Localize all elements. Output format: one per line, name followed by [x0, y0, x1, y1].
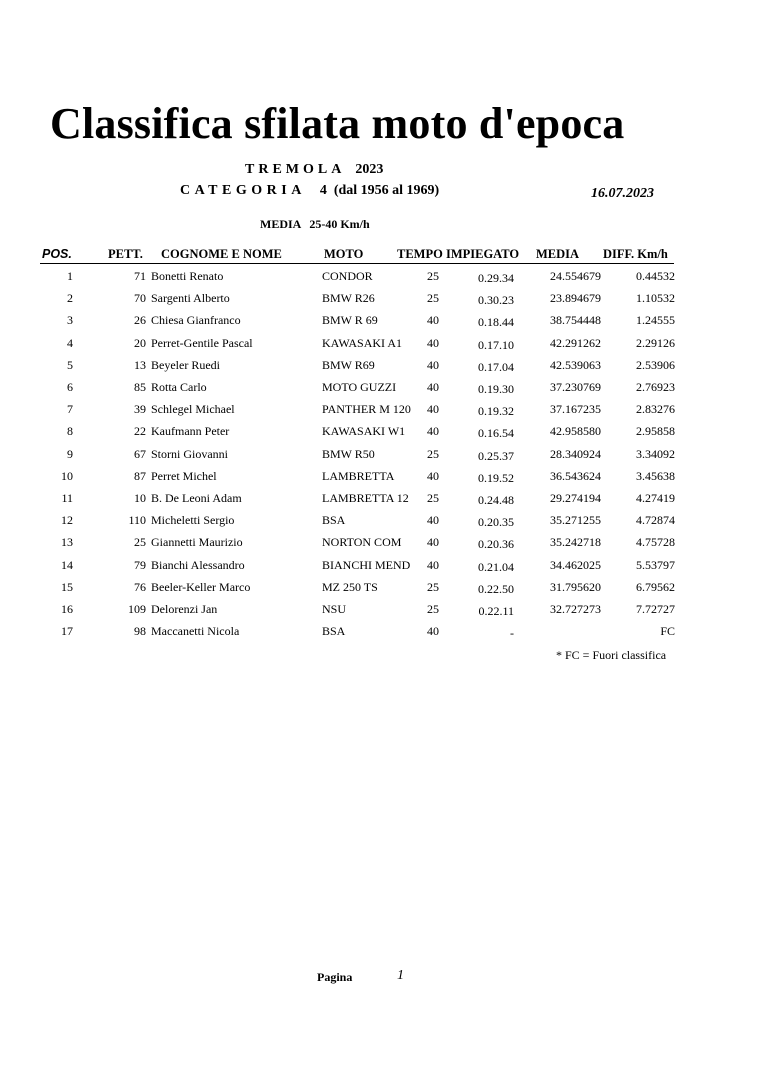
- cell-pett: 39: [134, 402, 146, 417]
- event-name: TREMOLA: [245, 162, 346, 177]
- cell-target: 40: [427, 357, 439, 372]
- cell-pett: 76: [134, 579, 146, 594]
- cell-time: 0.19.52: [478, 470, 514, 485]
- cell-pett: 98: [134, 624, 146, 639]
- event-line: [245, 162, 383, 178]
- cell-media: 36.543624: [550, 468, 601, 483]
- cell-pos: 11: [61, 491, 73, 505]
- cell-moto: MOTO GUZZI: [322, 380, 397, 394]
- category-label: CATEGORIA: [180, 183, 306, 198]
- cell-time: 0.20.35: [478, 515, 514, 530]
- cell-pett: 71: [134, 269, 146, 283]
- cell-target: 25: [427, 579, 439, 594]
- cell-moto: BMW R26: [322, 291, 375, 306]
- header-diff: DIFF. Km/h: [603, 247, 668, 261]
- cell-pos: 10: [61, 468, 73, 483]
- cell-media: 35.242718: [550, 535, 601, 550]
- cell-time: 0.30.23: [478, 293, 514, 308]
- cell-time: 0.25.37: [478, 448, 514, 463]
- cell-moto: CONDOR: [322, 269, 373, 283]
- cell-moto: BMW R50: [322, 446, 375, 461]
- cell-time: 0.17.04: [478, 359, 514, 374]
- cell-pos: 13: [61, 535, 73, 550]
- media-label: MEDIA: [260, 217, 302, 231]
- page-title: Classifica sfilata moto d'epoca: [50, 99, 625, 148]
- cell-target: 40: [427, 335, 439, 350]
- cell-diff: 2.29126: [636, 335, 675, 350]
- page-footer: [317, 968, 404, 985]
- cell-pos: 15: [61, 579, 73, 594]
- cell-moto: KAWASAKI A1: [322, 335, 403, 350]
- cell-moto: LAMBRETTA 12: [322, 491, 409, 505]
- cell-name: Perret Michel: [151, 468, 217, 483]
- cell-name: Beeler-Keller Marco: [151, 579, 251, 594]
- cell-pos: 3: [67, 313, 73, 328]
- event-date: 16.07.2023: [591, 186, 654, 201]
- cell-media: 34.462025: [550, 557, 601, 572]
- header-tempo: TEMPO IMPIEGATO: [397, 247, 520, 261]
- cell-time: 0.22.50: [478, 581, 514, 596]
- cell-pett: 110: [128, 513, 146, 528]
- cell-name: Giannetti Maurizio: [151, 535, 243, 550]
- cell-pos: 5: [67, 357, 73, 372]
- cell-diff: 3.45638: [636, 468, 675, 483]
- cell-diff: 5.53797: [636, 557, 675, 572]
- cell-moto: KAWASAKI W1: [322, 424, 406, 439]
- cell-pett: 79: [134, 557, 146, 572]
- cell-media: 35.271255: [550, 513, 601, 528]
- cell-time: 0.17.10: [478, 337, 514, 352]
- header-name: COGNOME E NOME: [161, 247, 282, 261]
- cell-pos: 17: [61, 624, 73, 639]
- cell-media: 37.230769: [550, 380, 601, 394]
- cell-media: 29.274194: [550, 491, 601, 505]
- cell-pos: 12: [61, 513, 73, 528]
- cell-media: 37.167235: [550, 402, 601, 417]
- cell-pett: 25: [134, 535, 146, 550]
- cell-pett: 87: [134, 468, 146, 483]
- cell-target: 25: [427, 446, 439, 461]
- cell-moto: BMW R69: [322, 357, 375, 372]
- cell-target: 25: [427, 269, 439, 283]
- cell-time: 0.22.11: [478, 604, 514, 618]
- cell-media: 42.291262: [550, 335, 601, 350]
- cell-diff: 4.72874: [636, 513, 675, 528]
- fc-note: * FC = Fuori classifica: [556, 648, 667, 662]
- cell-pett: 10: [134, 491, 146, 505]
- cell-target: 25: [427, 291, 439, 306]
- cell-moto: BSA: [322, 513, 346, 528]
- header-pett: PETT.: [108, 247, 143, 261]
- cell-name: Beyeler Ruedi: [151, 357, 220, 372]
- cell-diff: 2.83276: [636, 402, 675, 417]
- cell-pett: 26: [134, 313, 146, 328]
- cell-target: 40: [427, 313, 439, 328]
- cell-target: 40: [427, 513, 439, 528]
- cell-time: 0.18.44: [478, 315, 514, 330]
- cell-name: Kaufmann Peter: [151, 424, 230, 439]
- cell-target: 40: [427, 380, 439, 394]
- cell-media: 32.727273: [550, 602, 601, 616]
- cell-name: Micheletti Sergio: [151, 513, 235, 528]
- cell-target: 40: [427, 535, 439, 550]
- header-pos: POS.: [42, 247, 72, 261]
- cell-pos: 4: [67, 335, 73, 350]
- cell-name: Bonetti Renato: [151, 269, 224, 283]
- cell-pos: 14: [61, 557, 73, 572]
- cell-moto: BSA: [322, 624, 346, 639]
- cell-diff: 2.76923: [636, 380, 675, 394]
- cell-time: 0.19.32: [478, 404, 514, 419]
- cell-moto: MZ 250 TS: [322, 579, 378, 594]
- cell-moto: PANTHER M 120: [322, 402, 411, 417]
- cell-diff: 7.72727: [636, 602, 675, 616]
- cell-pett: 70: [134, 291, 146, 306]
- cell-diff: 0.44532: [636, 269, 675, 283]
- cell-moto: BIANCHI MEND: [322, 557, 411, 572]
- cell-name: Sargenti Alberto: [151, 291, 230, 306]
- category-line: [180, 183, 439, 199]
- cell-name: Storni Giovanni: [151, 446, 228, 461]
- cell-media: 38.754448: [550, 313, 601, 328]
- cell-diff: 2.53906: [636, 357, 675, 372]
- cell-time: 0.16.54: [478, 426, 514, 441]
- cell-name: Chiesa Gianfranco: [151, 313, 241, 328]
- cell-name: Schlegel Michael: [151, 402, 235, 417]
- cell-media: 42.958580: [550, 424, 601, 439]
- cell-time: 0.20.36: [478, 537, 514, 552]
- cell-pett: 67: [134, 446, 146, 461]
- cell-media: 42.539063: [550, 357, 601, 372]
- cell-target: 25: [427, 602, 439, 616]
- cell-time: 0.29.34: [478, 271, 514, 285]
- media-line: [260, 217, 370, 232]
- cell-media: 28.340924: [550, 446, 601, 461]
- cell-diff: 4.75728: [636, 535, 675, 550]
- header-moto: MOTO: [324, 247, 364, 261]
- cell-media: 23.894679: [550, 291, 601, 306]
- cell-pos: 16: [61, 602, 73, 616]
- cell-time: 0.21.04: [478, 559, 514, 574]
- cell-moto: NORTON COM: [322, 535, 402, 550]
- page-label: Pagina: [317, 970, 353, 984]
- event-year: 2023: [355, 162, 384, 177]
- media-value: 25-40 Km/h: [309, 217, 370, 231]
- cell-name: Perret-Gentile Pascal: [151, 335, 253, 350]
- cell-name: Delorenzi Jan: [151, 602, 218, 616]
- cell-pos: 6: [67, 380, 73, 394]
- cell-diff: 6.79562: [636, 579, 675, 594]
- cell-name: Bianchi Alessandro: [151, 557, 245, 572]
- cell-time: 0.19.30: [478, 382, 514, 396]
- cell-media: 31.795620: [550, 579, 601, 594]
- cell-name: Rotta Carlo: [151, 380, 207, 394]
- cell-time: -: [510, 626, 514, 641]
- cell-target: 40: [427, 468, 439, 483]
- cell-diff: FC: [660, 624, 675, 639]
- category-value: 4 (dal 1956 al 1969): [319, 183, 440, 198]
- cell-diff: 1.10532: [636, 291, 675, 306]
- header-media: MEDIA: [536, 247, 580, 261]
- cell-media: 24.554679: [550, 269, 601, 283]
- cell-name: Maccanetti Nicola: [151, 624, 240, 639]
- cell-pos: 9: [67, 446, 73, 461]
- cell-pett: 85: [134, 380, 146, 394]
- header-rule: [40, 263, 674, 264]
- cell-moto: BMW R 69: [322, 313, 378, 328]
- cell-target: 40: [427, 424, 439, 439]
- cell-pett: 22: [134, 424, 146, 439]
- cell-pos: 1: [67, 269, 73, 283]
- cell-diff: 2.95858: [636, 424, 675, 439]
- cell-target: 40: [427, 402, 439, 417]
- cell-pos: 2: [67, 291, 73, 306]
- cell-moto: NSU: [322, 602, 347, 616]
- cell-pett: 13: [134, 357, 146, 372]
- cell-diff: 4.27419: [636, 491, 675, 505]
- cell-pos: 7: [67, 402, 73, 417]
- cell-pos: 8: [67, 424, 73, 439]
- cell-target: 25: [427, 491, 439, 505]
- cell-pett: 20: [134, 335, 146, 350]
- cell-target: 40: [427, 624, 439, 639]
- cell-target: 40: [427, 557, 439, 572]
- cell-name: B. De Leoni Adam: [151, 491, 242, 505]
- cell-pett: 109: [128, 602, 146, 616]
- cell-moto: LAMBRETTA: [322, 468, 395, 483]
- cell-diff: 3.34092: [636, 446, 675, 461]
- page-number: 1: [397, 968, 404, 983]
- cell-diff: 1.24555: [636, 313, 675, 328]
- cell-time: 0.24.48: [478, 493, 514, 507]
